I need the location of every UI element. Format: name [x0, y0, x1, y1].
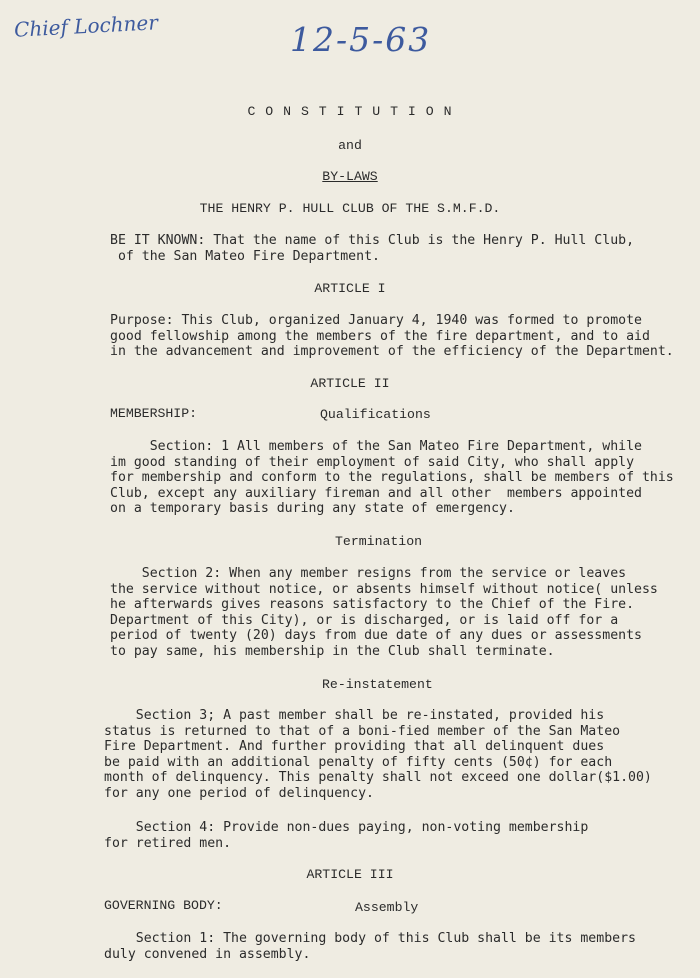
termination-subheading: Termination [335, 534, 423, 549]
reinstatement-subheading: Re-instatement [322, 677, 433, 692]
purpose-paragraph: Purpose: This Club, organized January 4, 1940 was formed to promote good fellowship among the members of the fire department, and to aid in the advancement and improvement of the efficiency of the Department. [110, 313, 674, 359]
article-3-section-1-paragraph: Section 1: The governing body of this Club shall be its members duly convened in assembly. [104, 931, 636, 962]
bylaws-heading: BY-LAWS [322, 169, 378, 184]
and-line: and [338, 138, 362, 153]
article-1-heading: ARTICLE I [314, 281, 386, 296]
handwritten-name: Chief Lochner [13, 10, 159, 42]
article-3-heading: ARTICLE III [306, 867, 394, 882]
section-1-paragraph: Section: 1 All members of the San Mateo Fire Department, while im good standing of their employment of said City, who shall apply for membership and conform to the regulations, shall be members of this Club, except any auxiliary fireman and all other members appointed on a temporary basis during any state of emergency. [110, 439, 674, 516]
qualifications-subheading: Qualifications [320, 407, 431, 422]
section-4-paragraph: Section 4: Provide non-dues paying, non-voting membership for retired men. [104, 820, 589, 851]
section-3-paragraph: Section 3; A past member shall be re-instated, provided his status is returned to that of a boni-fied member of the San Mateo Fire Department. And further providing that all delinquent dues be paid with an additional penalty of fifty cents (50¢) for each month of delinquency. This penalty shall not exceed one dollar($1.00) for any one period of delinquency. [104, 708, 652, 801]
club-name: THE HENRY P. HULL CLUB OF THE S.M.F.D. [199, 201, 501, 216]
title: C O N S T I T U T I O N [247, 104, 453, 119]
section-2-paragraph: Section 2: When any member resigns from the service or leaves the service without notice, or absents himself without notice( unless he afterwards gives reasons satisfactory to the Chief of the Fire. Department of this City), or is discharged, or is laid off for a period of twenty (20) days from due date of any dues or assessments to pay same, his membership in the Club shall terminate. [110, 566, 658, 659]
membership-label: MEMBERSHIP: [110, 406, 198, 421]
article-2-heading: ARTICLE II [310, 376, 390, 391]
assembly-subheading: Assembly [355, 900, 419, 915]
governing-body-label: GOVERNING BODY: [104, 898, 223, 913]
intro-paragraph: BE IT KNOWN: That the name of this Club is the Henry P. Hull Club, of the San Mateo Fire Department. [110, 233, 635, 264]
handwritten-date: 12-5-63 [290, 20, 432, 59]
